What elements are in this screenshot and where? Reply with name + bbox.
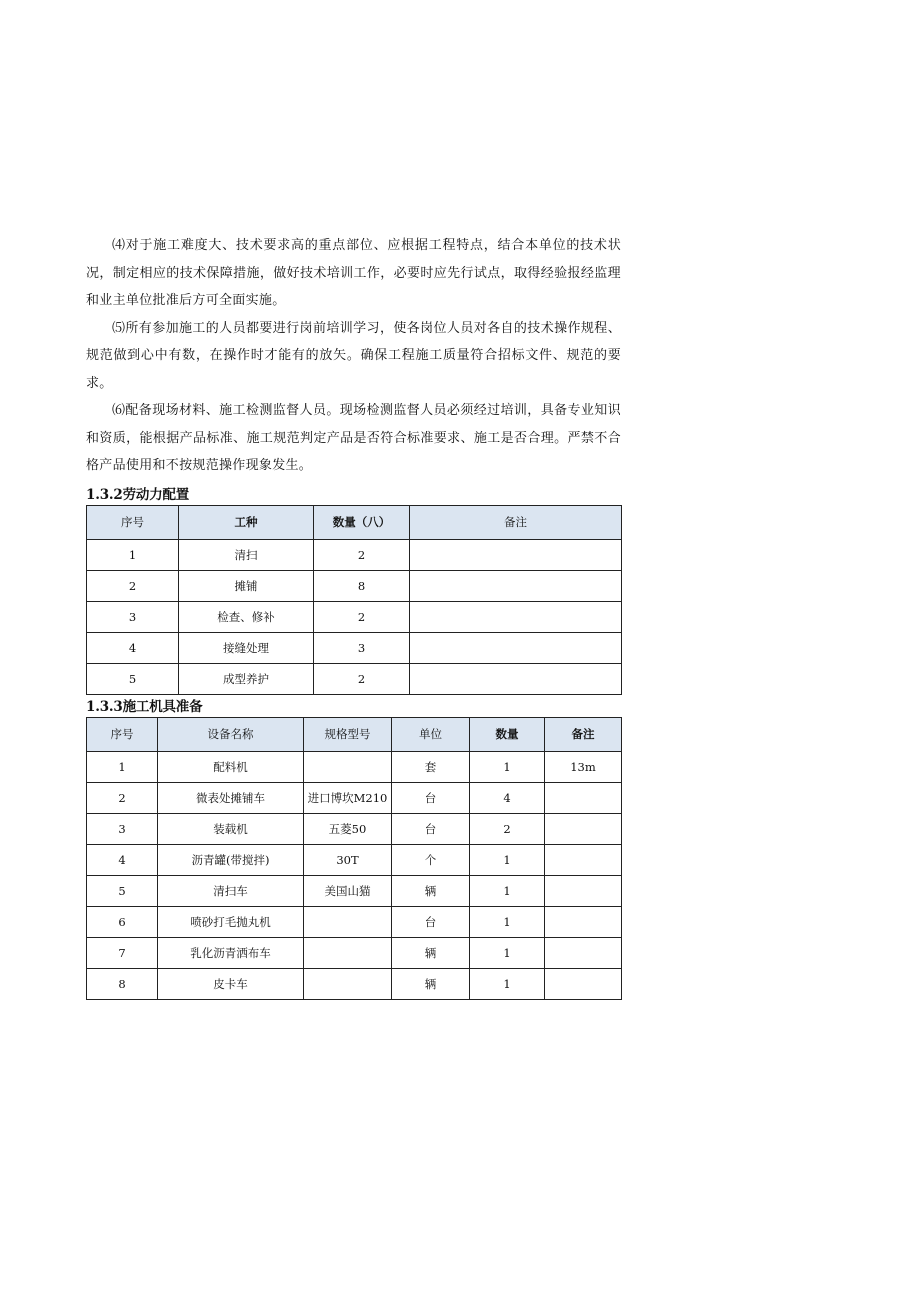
equipment-cell-name: 乳化沥青洒布车 [158, 937, 304, 968]
labor-row [87, 632, 622, 663]
equipment-cell-unit: 辆 [392, 968, 470, 999]
equipment-cell-index: 7 [87, 937, 158, 968]
equipment-header-index: 序号 [87, 717, 158, 751]
labor-cell-trade: 摊铺 [179, 570, 314, 601]
equipment-cell-remark [545, 875, 622, 906]
equipment-header-unit: 单位 [392, 717, 470, 751]
labor-cell-quantity: 8 [314, 570, 410, 601]
equipment-cell-index: 6 [87, 906, 158, 937]
equipment-cell-unit: 辆 [392, 937, 470, 968]
equipment-cell-model [304, 906, 392, 937]
equipment-header-name: 设备名称 [158, 717, 304, 751]
equipment-cell-index: 1 [87, 751, 158, 782]
equipment-cell-name: 微表处摊铺车 [158, 782, 304, 813]
equipment-cell-index: 8 [87, 968, 158, 999]
labor-row [87, 570, 622, 601]
labor-cell-quantity: 2 [314, 539, 410, 570]
equipment-cell-model: 五菱50 [304, 813, 392, 844]
equipment-cell-index: 2 [87, 782, 158, 813]
equipment-header-remark: 备注 [545, 717, 622, 751]
labor-cell-remark [410, 663, 622, 694]
equipment-section-number: 1.3.3 [86, 698, 123, 715]
equipment-row [87, 751, 622, 782]
labor-cell-remark [410, 570, 622, 601]
labor-cell-index: 1 [87, 539, 179, 570]
equipment-cell-name: 皮卡车 [158, 968, 304, 999]
equipment-cell-unit: 套 [392, 751, 470, 782]
equipment-cell-unit: 台 [392, 906, 470, 937]
labor-header-index: 序号 [87, 505, 179, 539]
labor-cell-quantity: 3 [314, 632, 410, 663]
labor-cell-remark [410, 632, 622, 663]
equipment-cell-remark [545, 968, 622, 999]
equipment-row [87, 782, 622, 813]
equipment-row [87, 844, 622, 875]
equipment-cell-index: 4 [87, 844, 158, 875]
labor-cell-trade: 清扫 [179, 539, 314, 570]
equipment-cell-unit: 台 [392, 813, 470, 844]
equipment-section-text: 施工机具准备 [122, 698, 203, 715]
equipment-cell-quantity: 1 [470, 875, 545, 906]
labor-row [87, 601, 622, 632]
equipment-cell-quantity: 1 [470, 751, 545, 782]
labor-cell-quantity: 2 [314, 601, 410, 632]
equipment-row [87, 875, 622, 906]
equipment-cell-remark [545, 937, 622, 968]
equipment-cell-name: 配料机 [158, 751, 304, 782]
labor-row [87, 539, 622, 570]
equipment-cell-quantity: 4 [470, 782, 545, 813]
equipment-cell-name: 装载机 [158, 813, 304, 844]
equipment-cell-unit: 个 [392, 844, 470, 875]
labor-cell-quantity: 2 [314, 663, 410, 694]
equipment-cell-index: 3 [87, 813, 158, 844]
equipment-row [87, 813, 622, 844]
equipment-cell-quantity: 1 [470, 937, 545, 968]
equipment-cell-remark [545, 906, 622, 937]
labor-cell-index: 5 [87, 663, 179, 694]
equipment-row [87, 968, 622, 999]
equipment-cell-remark [545, 813, 622, 844]
equipment-cell-unit: 辆 [392, 875, 470, 906]
equipment-cell-name: 沥青罐(带搅拌) [158, 844, 304, 875]
labor-cell-index: 4 [87, 632, 179, 663]
paragraph-4: ⑷对于施工难度大、技术要求高的重点部位、应根据工程特点，结合本单位的技术状况，制定相应的技术保障措施，做好技术培训工作，必要时应先行试点，取得经验报经监理和业主单位批准后方可全面实施。 [86, 238, 621, 308]
equipment-section-title [86, 697, 621, 717]
labor-header-trade: 工种 [179, 505, 314, 539]
equipment-cell-remark [545, 844, 622, 875]
equipment-cell-name: 清扫车 [158, 875, 304, 906]
equipment-row [87, 937, 622, 968]
equipment-cell-quantity: 1 [470, 906, 545, 937]
labor-section-text: 劳动力配置 [122, 486, 190, 503]
labor-cell-trade: 接缝处理 [179, 632, 314, 663]
labor-cell-remark [410, 539, 622, 570]
paragraph-6: ⑹配备现场材料、施工检测监督人员。现场检测监督人员必须经过培训，具备专业知识和资质，能根据产品标准、施工规范判定产品是否符合标准要求、施工是否合理。严禁不合格产品使用和不按规范操作现象发生。 [86, 403, 621, 473]
equipment-cell-quantity: 1 [470, 968, 545, 999]
equipment-row [87, 906, 622, 937]
equipment-cell-name: 喷砂打毛抛丸机 [158, 906, 304, 937]
equipment-cell-model [304, 751, 392, 782]
labor-section-title [86, 485, 621, 505]
labor-header-quantity: 数量（八） [314, 505, 410, 539]
labor-table [86, 505, 622, 695]
labor-cell-trade: 检查、修补 [179, 601, 314, 632]
labor-row [87, 663, 622, 694]
labor-header-remark: 备注 [410, 505, 622, 539]
equipment-cell-index: 5 [87, 875, 158, 906]
document-page [86, 232, 621, 1000]
equipment-cell-model [304, 937, 392, 968]
equipment-table [86, 717, 622, 1000]
equipment-cell-remark [545, 782, 622, 813]
labor-cell-index: 3 [87, 601, 179, 632]
equipment-cell-quantity: 2 [470, 813, 545, 844]
equipment-cell-model: 美国山猫 [304, 875, 392, 906]
equipment-cell-model: 30T [304, 844, 392, 875]
equipment-cell-model: 进口博坎M210 [304, 782, 392, 813]
labor-section-number: 1.3.2 [86, 486, 123, 503]
labor-cell-index: 2 [87, 570, 179, 601]
equipment-cell-unit: 台 [392, 782, 470, 813]
equipment-cell-quantity: 1 [470, 844, 545, 875]
labor-cell-trade: 成型养护 [179, 663, 314, 694]
equipment-cell-model [304, 968, 392, 999]
equipment-header-quantity: 数量 [470, 717, 545, 751]
paragraph-5: ⑸所有参加施工的人员都要进行岗前培训学习，使各岗位人员对各自的技术操作规程、规范做到心中有数，在操作时才能有的放矢。确保工程施工质量符合招标文件、规范的要求。 [86, 320, 621, 391]
equipment-header-row [87, 717, 622, 751]
labor-header-row [87, 505, 622, 539]
equipment-header-model: 规格型号 [304, 717, 392, 751]
equipment-cell-remark: 13m [545, 751, 622, 782]
labor-cell-remark [410, 601, 622, 632]
